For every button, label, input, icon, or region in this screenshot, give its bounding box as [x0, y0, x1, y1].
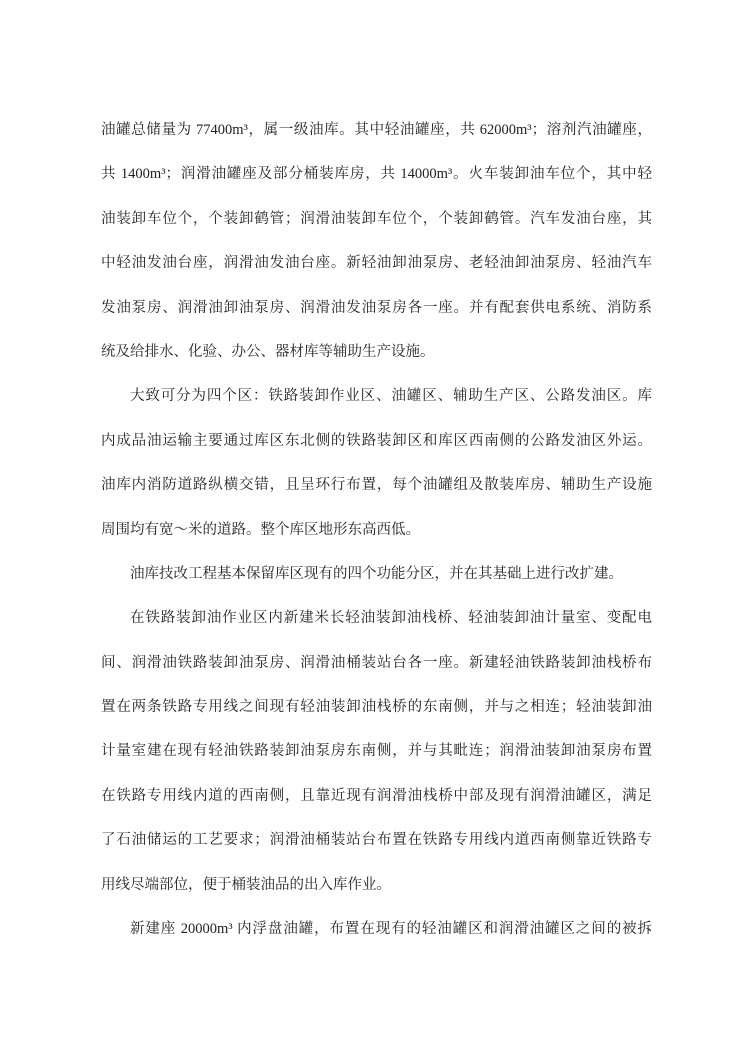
text-line: 中轻油发油台座，润滑油发油台座。新轻油卸油泵房、老轻油卸油泵房、轻油汽车 — [101, 255, 652, 272]
text-line: 共 1400m³；润滑油罐座及部分桶装库房，共 14000m³。火车装卸油车位个，其中轻 — [101, 166, 652, 183]
text-line: 置在两条铁路专用线之间现有轻油装卸油栈桥的东南侧，并与之相连；轻油装卸油 — [101, 699, 652, 716]
text-line: 油库内消防道路纵横交错，且呈环行布置，每个油罐组及散装库房、辅助生产设施 — [101, 477, 652, 494]
text-line: 油罐总储量为 77400m³，属一级油库。其中轻油罐座，共 62000m³；溶剂汽油罐座， — [101, 122, 652, 138]
paragraph-5 — [101, 907, 652, 951]
document-content — [101, 108, 652, 951]
text-line: 计量室建在现有轻油铁路装卸油泵房东南侧，并与其毗连；润滑油装卸油泵房布置 — [101, 743, 652, 760]
text-line: 用线尽端部位，便于桶装油品的出入库作业。 — [101, 876, 391, 893]
text-line: 油装卸车位个，个装卸鹤管；润滑油装卸车位个，个装卸鹤管。汽车发油台座，其 — [101, 210, 652, 227]
text-line: 周围均有宽～米的道路。整个库区地形东高西低。 — [101, 521, 420, 538]
text-line: 统及给排水、化验、办公、器材库等辅助生产设施。 — [101, 343, 435, 360]
text-line: 大致可分为四个区：铁路装卸作业区、油罐区、辅助生产区、公路发油区。库 — [130, 388, 652, 405]
paragraph-1 — [101, 108, 652, 374]
paragraph-3 — [101, 552, 652, 596]
text-line: 间、润滑油铁路装卸油泵房、润滑油桶装站台各一座。新建轻油铁路装卸油栈桥布 — [101, 654, 652, 671]
text-line: 油库技改工程基本保留库区现有的四个功能分区，并在其基础上进行改扩建。 — [130, 565, 623, 582]
text-line: 了石油储运的工艺要求；润滑油桶装站台布置在铁路专用线内道西南侧靠近铁路专 — [101, 832, 652, 849]
text-line: 在铁路专用线内道的西南侧，且靠近现有润滑油栈桥中部及现有润滑油罐区，满足 — [101, 787, 652, 804]
text-line: 发油泵房、润滑油卸油泵房、润滑油发油泵房各一座。并有配套供电系统、消防系 — [101, 299, 652, 316]
text-line: 新建座 20000m³ 内浮盘油罐，布置在现有的轻油罐区和润滑油罐区之间的被拆 — [130, 921, 652, 938]
text-line: 内成品油运输主要通过库区东北侧的铁路装卸区和库区西南侧的公路发油区外运。 — [101, 432, 652, 449]
text-line: 在铁路装卸油作业区内新建米长轻油装卸油栈桥、轻油装卸油计量室、变配电 — [130, 610, 652, 627]
paragraph-4 — [101, 596, 652, 907]
paragraph-2 — [101, 374, 652, 552]
